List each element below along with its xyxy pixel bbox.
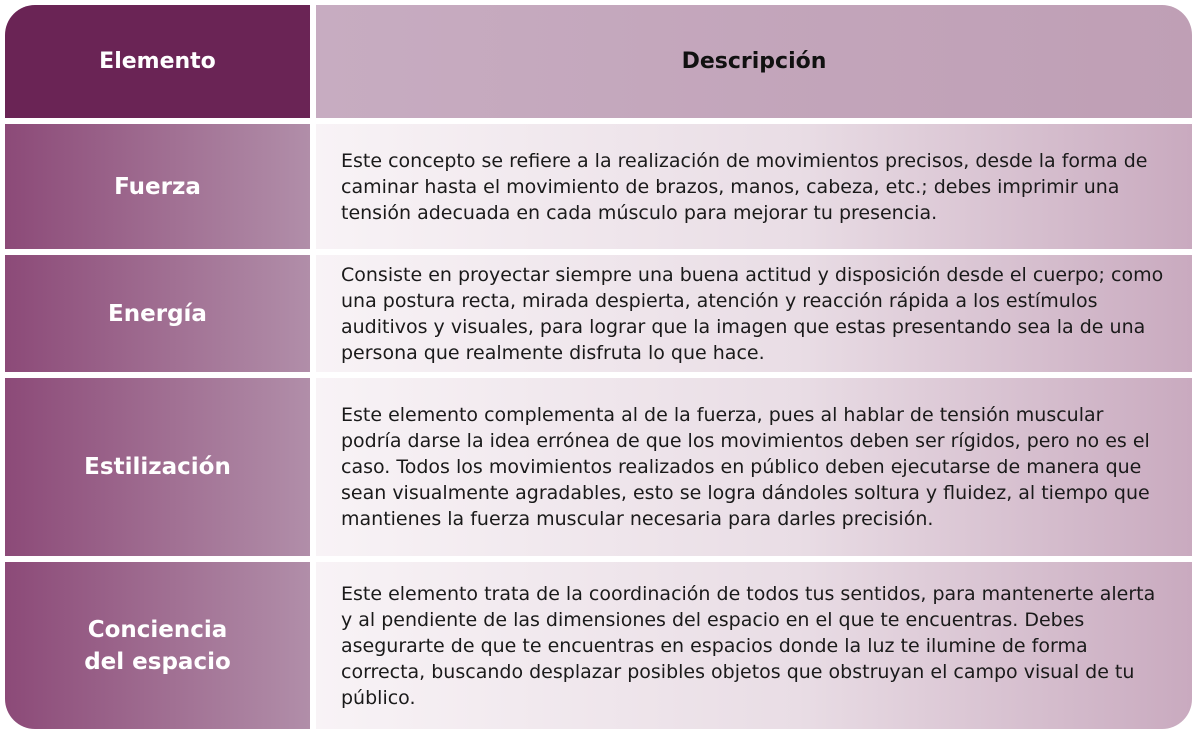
element-name: Fuerza [114, 173, 201, 200]
row-description-energia [316, 255, 1192, 372]
elements-table [5, 5, 1192, 729]
row-description-conciencia-del-espacio [316, 562, 1192, 729]
header-description-label: Descripción [681, 49, 827, 74]
header-element-label: Elemento [99, 49, 216, 74]
element-description: Este elemento trata de la coordinación de todos tus sentidos, para mantenerte alerta y al pendiente de las dimensiones del espacio en el que te encuentras. Debes asegurarte de que te encuentras en espacios donde la luz te ilumine de forma correcta, buscando desplazar posibles objetos que obstruyan el campo visual de tu público. [341, 582, 1156, 709]
row-element-fuerza [5, 124, 310, 249]
element-name: Estilización [84, 454, 231, 480]
element-name: Energía [108, 300, 207, 327]
header-description-cell [316, 5, 1192, 118]
row-element-estilizacion [5, 378, 310, 556]
element-description: Este concepto se refiere a la realización de movimientos precisos, desde la forma de caminar hasta el movimiento de brazos, manos, cabeza, etc.; debes imprimir una tensión adecuada en cada músculo para mejorar tu presencia. [341, 149, 1148, 224]
element-name: Conciencia del espacio [84, 616, 231, 675]
element-description: Este elemento complementa al de la fuerza, pues al hablar de tensión muscular podría darse la idea errónea de que los movimientos deben ser rígidos, pero no es el caso. Todos los movimientos realizados en público deben ejecutarse de manera que sean visualmente agradables, esto se logra dándoles soltura y fluidez, al tiempo que mantienes la fuerza muscular necesaria para darles precisión. [341, 404, 1150, 530]
element-description: Consiste en proyectar siempre una buena actitud y disposición desde el cuerpo; como una postura recta, mirada despierta, atención y reacción rápida a los estímulos auditivos y visuales, para lograr que la imagen que estas presentando sea la de una persona que realmente disfruta lo que hace. [341, 263, 1164, 364]
row-element-energia [5, 255, 310, 372]
row-description-fuerza [316, 124, 1192, 249]
row-description-estilizacion [316, 378, 1192, 556]
row-element-conciencia-del-espacio [5, 562, 310, 729]
header-element-cell [5, 5, 310, 118]
